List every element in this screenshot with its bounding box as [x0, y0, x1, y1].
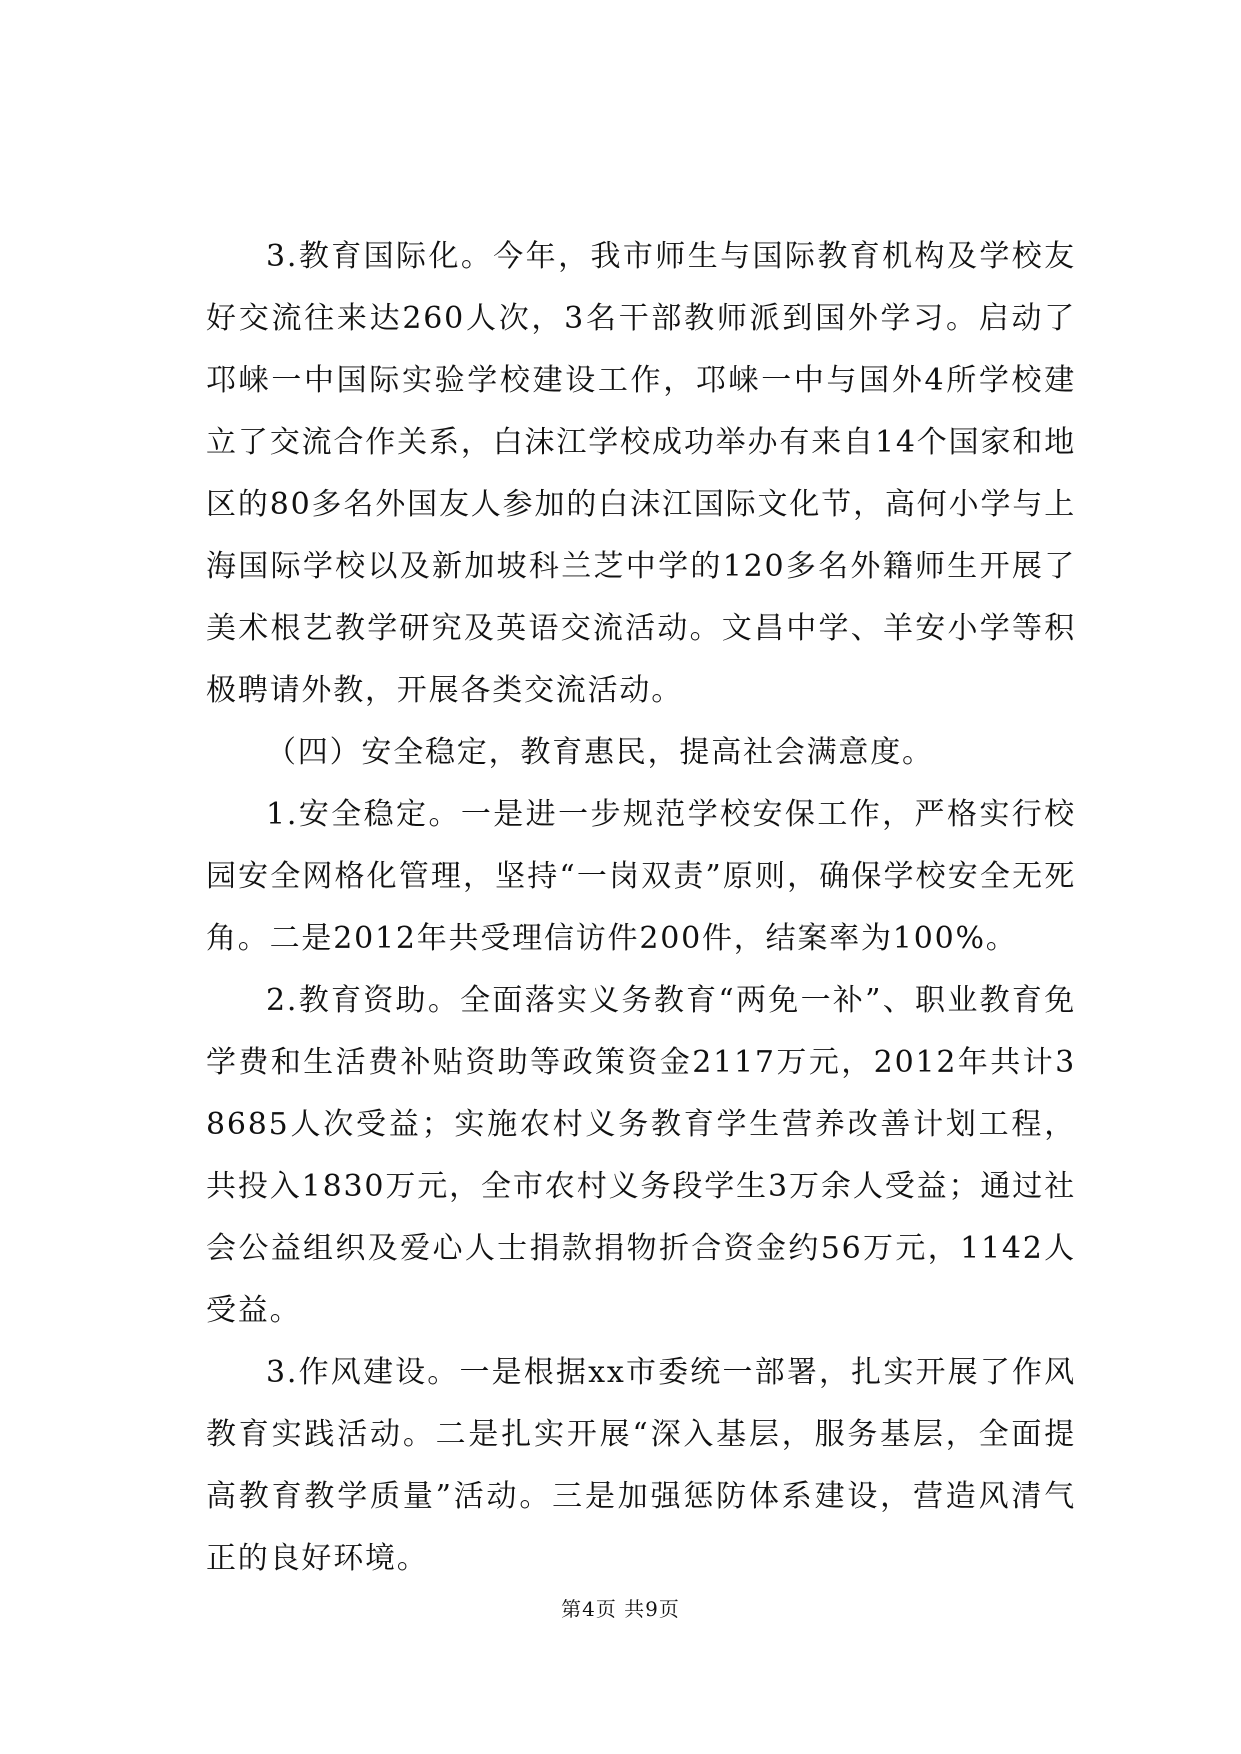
paragraph-work-style-building: 3.作风建设。一是根据xx市委统一部署，扎实开展了作风教育实践活动。二是扎实开展“深入基层，服务基层，全面提高教育教学质量”活动。三是加强惩防体系建设，营造风清气正的良好环境。 [206, 1355, 1076, 1576]
paragraph-education-internationalization: 3.教育国际化。今年，我市师生与国际教育机构及学校友好交流往来达260人次，3名干部教师派到国外学习。启动了邛崃一中国际实验学校建设工作，邛崃一中与国外4所学校建立了交流合作关系，白沫江学校成功举办有来自14个国家和地区的80多名外国友人参加的白沫江国际文化节，高何小学与上海国际学校以及新加坡科兰芝中学的120多名外籍师生开展了美术根艺教学研究及英语交流活动。文昌中学、羊安小学等积极聘请外教，开展各类交流活动。 [206, 239, 1076, 708]
paragraph-education-funding: 2.教育资助。全面落实义务教育“两免一补”、职业教育免学费和生活费补贴资助等政策资金2117万元，2012年共计38685人次受益；实施农村义务教育学生营养改善计划工程，共投入1830万元，全市农村义务段学生3万余人受益；通过社会公益组织及爱心人士捐款捐物折合资金约56万元，1142人受益。 [206, 983, 1076, 1328]
section-heading-safety-stability: （四）安全稳定，教育惠民，提高社会满意度。 [266, 735, 934, 770]
page-number-footer: 第4页 共9页 [561, 1597, 680, 1621]
paragraph-safety-stability: 1.安全稳定。一是进一步规范学校安保工作，严格实行校园安全网格化管理，坚持“一岗双责”原则，确保学校安全无死角。二是2012年共受理信访件200件，结案率为100%。 [206, 797, 1076, 956]
document-body [206, 226, 1076, 1590]
